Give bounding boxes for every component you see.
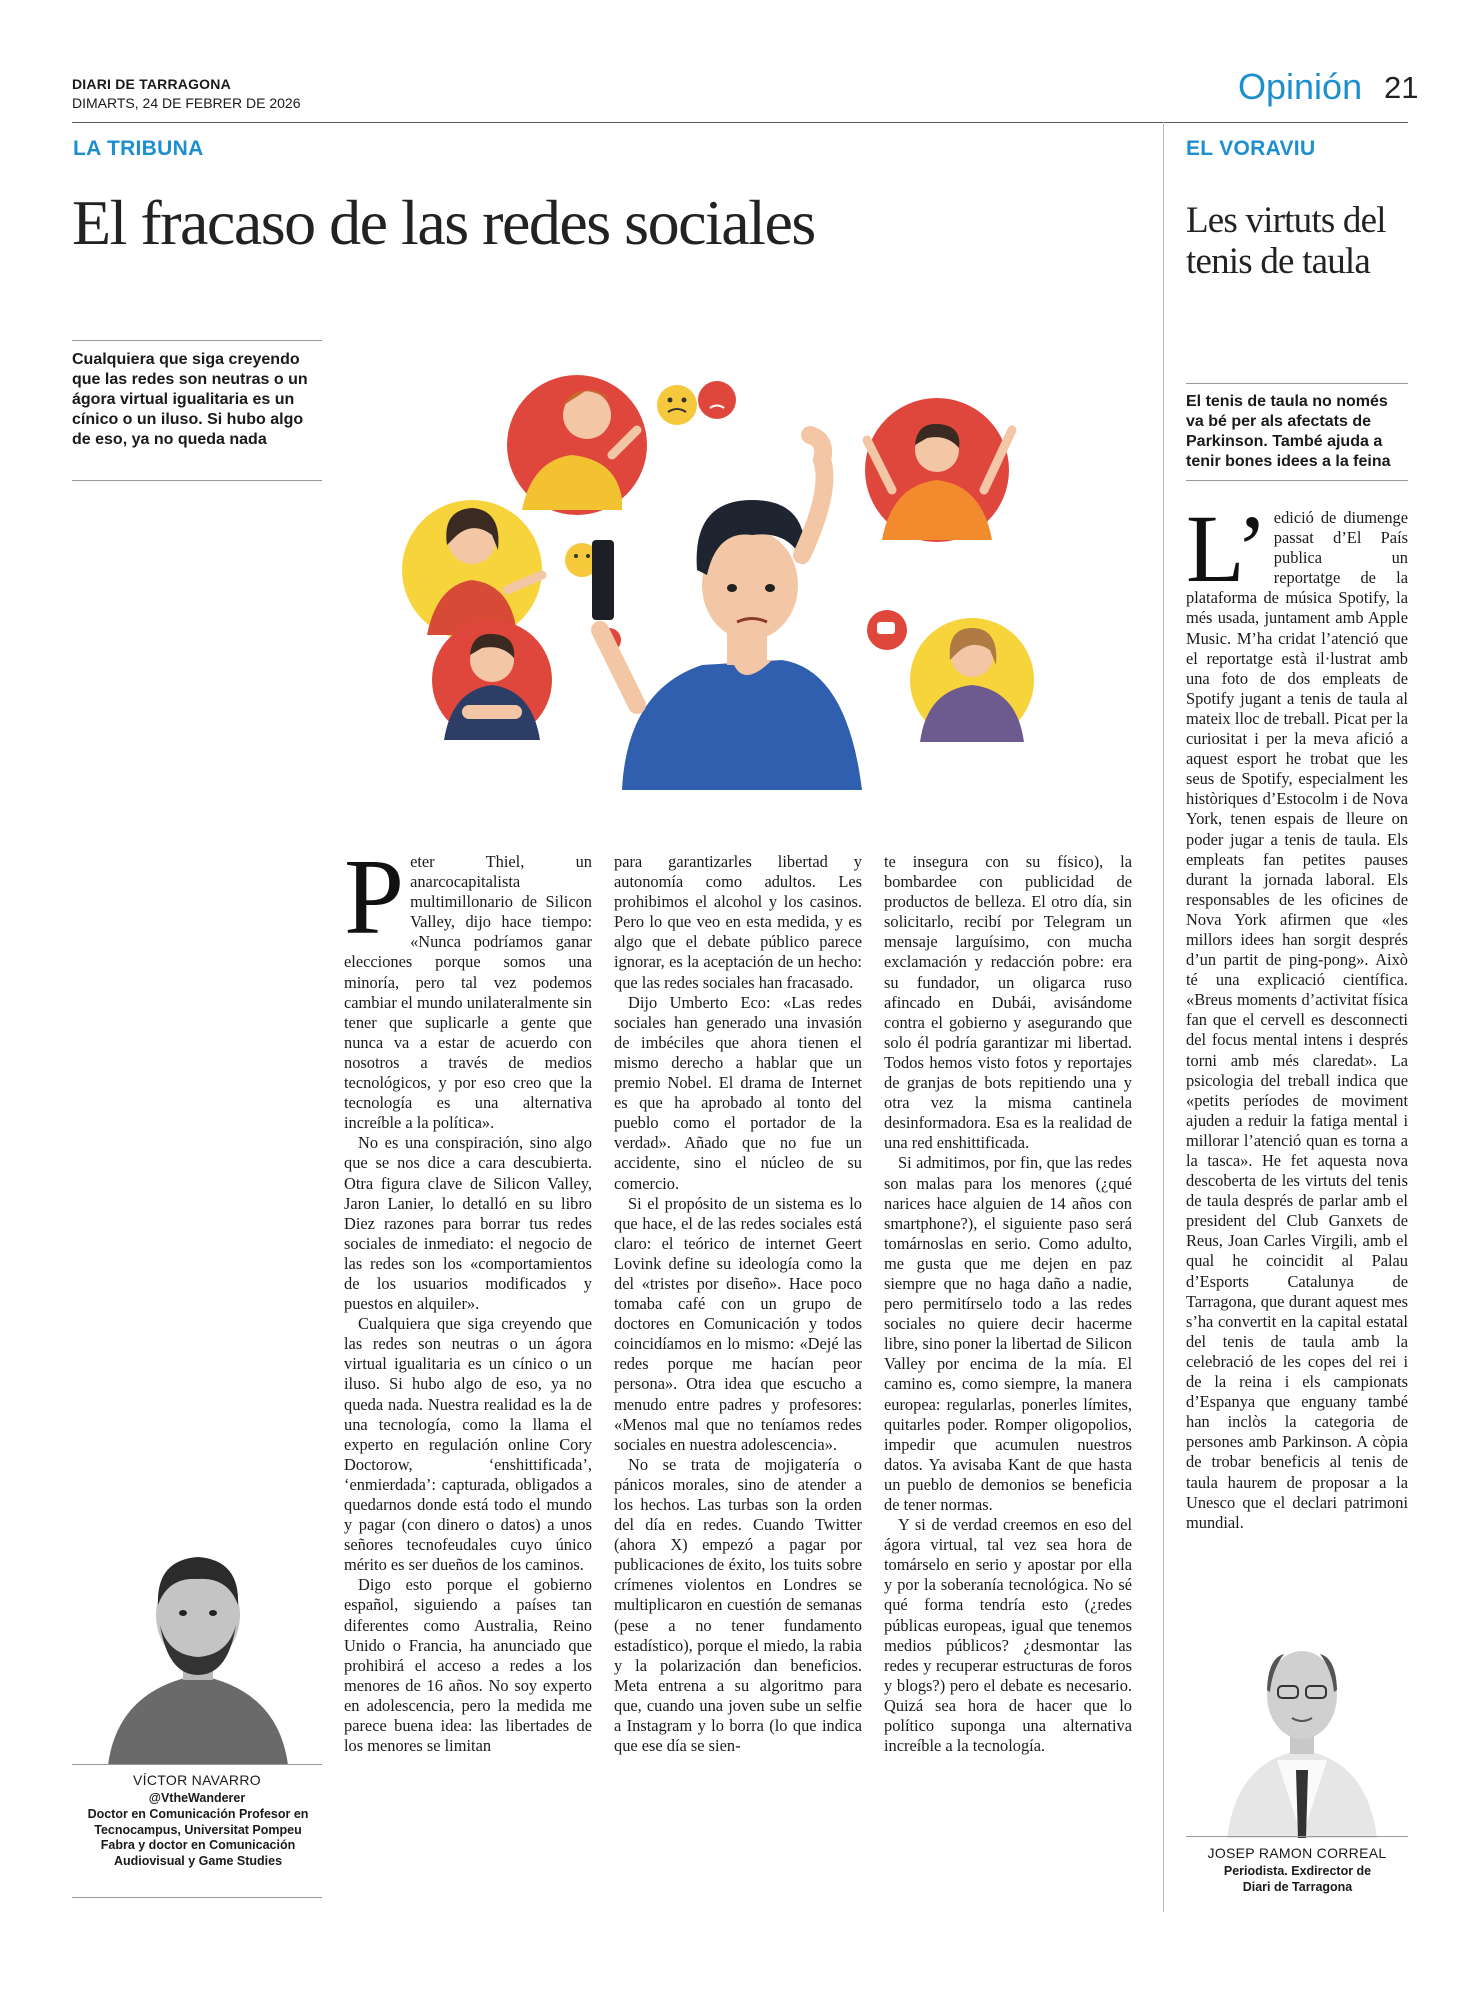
angry-emoji-icon xyxy=(657,385,697,425)
author-name: VÍCTOR NAVARRO xyxy=(133,1772,261,1788)
author-name: JOSEP RAMON CORREAL xyxy=(1207,1845,1387,1861)
tribuna-headline: El fracaso de las redes sociales xyxy=(72,187,815,258)
newspaper-name: DIARI DE TARRAGONA xyxy=(72,76,231,92)
paragraph: No es una conspiración, sino algo que se nos dice a cara descubierta. Otra figura clave de Silicon Valley, Jaron Lanier, lo detalló en su libro Diez razones para borrar tus redes sociales de inmediato: el negocio de las redes son los «comportamientos de los usuarios modificados y puestos en alquiler». xyxy=(344,1133,592,1314)
paragraph: Si admitimos, por fin, que las redes son malas para los menores (¿qué narices hace alguien de 14 años con smartphone?), el siguiente paso será tomárnoslas en serio. Como adulto, me gusta que me dejen en paz siempre que no haga daño a nadie, pero permitírselo todo a las redes sociales no quiere decir hacerme libre, sino poner la libertad de Silicon Valley por encima de la mía. El camino es, como siempre, la manera europea: regularlas, ponerles límites, quitarles poder. Romper oligopolios, impedir que acumulen nuestros datos. Ya avisaba Kant de que hasta un pueblo de demonios se beneficia de tener normas. xyxy=(884,1153,1132,1514)
paragraph: Cualquiera que siga creyendo que las redes son neutras o un ágora virtual igualitaria es un cínico o un iluso. Si hubo algo de eso, ya no queda nada. Nuestra realidad es la de una tecnología, como la llama el experto en regulación online Cory Doctorow, ‘enshittificada’, ‘enmierdada’: capturada, obligados a quedarnos donde está todo el mundo y pagar (con dinero o datos) a unos señores tecnofeudales cuyo único mérito es ser dueños de los caminos. xyxy=(344,1314,592,1575)
arms-crossed-man-figure xyxy=(432,620,552,740)
tribuna-column-3 xyxy=(884,852,1132,1756)
voraviu-lead: El tenis de taula no només va bé per als afectats de Parkinson. També ajuda a tenir bones idees a la feina xyxy=(1186,393,1391,470)
paragraph: Digo esto porque el gobierno español, siguiendo a países tan diferentes como Australia, Reino Unido o Francia, ha anunciado que prohibirá el acceso a redes a los menores de 16 años. No soy experto en adolescencia, pero la medida me parece buena idea: las libertades de los menores se limitan xyxy=(344,1575,592,1756)
header-rule xyxy=(72,122,1408,123)
author-rule xyxy=(1186,1836,1408,1837)
page-number: 21 xyxy=(1384,70,1419,105)
social-media-illustration xyxy=(372,360,1072,790)
author-rule xyxy=(72,1897,322,1898)
tribuna-lead: Cualquiera que siga creyendo que las redes son neutras o un ágora virtual igualitaria es un cínico o un iluso. Si hubo algo de eso, ya no queda nada xyxy=(72,351,308,448)
lead-rule-bottom xyxy=(1186,480,1408,481)
author-bio: Periodista. Exdirector de Diari de Tarragona xyxy=(1223,1864,1372,1894)
author-handle: @VtheWanderer xyxy=(148,1791,246,1805)
edition-date: DIMARTS, 24 DE FEBRER DE 2026 xyxy=(72,95,301,111)
paragraph: Dijo Umberto Eco: «Las redes sociales han generado una invasión de imbéciles que ahora tienen el mismo derecho a hablar que un premio Nobel. El drama de Internet es que ha aprobado al tonto del pueblo como el portador de la verdad». Añado que no fue un accidente, sino el núcleo de su comercio. xyxy=(614,992,862,1193)
paragraph: Si el propósito de un sistema es lo que hace, el de las redes sociales está claro: el teórico de internet Geert Lovink define su ideología como la del «tristes por diseño». Hace poco tomaba café con un grupo de doctores en Comunicación y todos coincidíamos en lo mismo: «Dejé las redes porque me hacían peor persona». Otra idea que escucho a menudo entre padres y profesores: «Menos mal que no teníamos redes sociales en nuestra adolescencia». xyxy=(614,1193,862,1454)
upset-woman-figure xyxy=(910,618,1034,742)
author-photo-josep-ramon-correal xyxy=(1222,1610,1382,1838)
paragraph: eter Thiel, un anarcocapitalista multimillonario de Silicon Valley, dijo hace tiempo: «Nunca podríamos ganar elecciones porque somos una minoría, pero tal vez podemos cambiar el mundo unilateralmente sin tener que suplicarle a gente que nunca va a estar de acuerdo con nosotros a través de medios tecnológicos, y por eso creo que la tecnología es una alternativa increíble a la política». xyxy=(344,852,592,1133)
lead-rule-top xyxy=(72,340,322,341)
voraviu-headline: Les virtuts del tenis de taula xyxy=(1186,200,1386,282)
tribuna-column-2 xyxy=(614,852,862,1756)
angry-man-figure xyxy=(507,375,647,515)
section-title: Opinión xyxy=(1238,66,1363,107)
lead-rule-top xyxy=(1186,383,1408,384)
paragraph: para garantizarles libertad y autonomía como adultos. Les prohibimos el alcohol y los casinos. Pero lo que veo en esta medida, y es algo que el debate público parece ignorar, es la aceptación de un hecho: que las redes sociales han fracasado. xyxy=(614,852,862,992)
author-photo-victor-navarro xyxy=(98,1525,298,1765)
lead-rule-bottom xyxy=(72,480,322,481)
fist-raising-man-figure xyxy=(865,398,1012,542)
column-divider xyxy=(1163,122,1164,1912)
shouting-woman-figure xyxy=(402,500,542,640)
paragraph: te insegura con su físico), la bombardee con publicidad de productos de belleza. El otro día, sin solicitarlo, recibí por Telegram un mensaje larguísimo, con mucha exclamación y redacción pobre: era su fundador, un oligarca ruso afincado en Dubái, avisándome contra el gobierno y asegurando que solo él podría garantizar mi libertad. Todos hemos visto fotos y reportajes de granjas de bots repitiendo una y otra vez la misma cantinela desinformadora. Esa es la realidad de una red enshittificada. xyxy=(884,852,1132,1153)
voraviu-column xyxy=(1186,495,1408,1533)
stressed-man-with-phone-figure xyxy=(592,435,862,790)
dropcap: P xyxy=(344,838,405,957)
angry-emoji-icon xyxy=(698,381,736,419)
dropcap: L’ xyxy=(1186,495,1268,602)
tribuna-column-1 xyxy=(344,838,592,1756)
author-bio: Doctor en Comunicación Profesor en Tecnocampus, Universitat Pompeu Fabra y doctor en Comunicación Audiovisual y Game Studies xyxy=(87,1807,309,1868)
paragraph: Y si de verdad creemos en eso del ágora virtual, tal vez sea hora de tomárselo en serio y apostar por ella y por la soberanía tecnológica. No sé qué forma tendría esto (¿redes públicas europeas, igual que tenemos medios públicos? ¿desmontar las redes y recuperar estructuras de foros y blogs?) pero el debate es necesario. Quizá sea hora de hacer que lo político suponga una alternativa increíble a la tecnología. xyxy=(884,1515,1132,1756)
paragraph: No se trata de mojigatería o pánicos morales, sino de atender a los hechos. Las turbas son la orden del día en redes. Cuando Twitter (ahora X) empezó a pagar por publicaciones de éxito, los tuits sobre crímenes violentos en Londres se multiplicaron en cuestión de semanas (pese a no tener fundamento estadístico), porque el miedo, la rabia y la polarización dan beneficios. Meta entrena a su algoritmo para que, cuando una joven sube un selfie a Instagram y lo borra (lo que indica que ese día se sien- xyxy=(614,1454,862,1756)
tribuna-kicker: LA TRIBUNA xyxy=(73,137,204,160)
voraviu-kicker: EL VORAVIU xyxy=(1186,137,1316,160)
author-rule xyxy=(72,1764,322,1765)
paragraph: edició de diumenge passat d’El País publica un reportatge de la plataforma de música Spotify, la més usada, juntament amb Apple Music. M’ha cridat l’atenció que el reportatge està il·lustrat amb una foto de dos empleats de Spotify jugant a tenis de taula al mateix lloc de treball. Picat per la curiositat i per la meva afició a aquest esport he trobat que les seus de Spotify, especialment les històriques d’Estocolm i de Nova York, tenen espais de lleure on poder jugar a tenis de taula. Els empleats fan petites pauses durant la jornada laboral. Els responsables de les oficines de Nova York afirmen que «les millors idees han sorgit després d’un partit de ping-pong». Això té una explicació científica. «Breus moments d’activitat física fan que el cervell es desconnecti del focus mental intens i després torni amb més claredat». La psicologia del treball indica que «petits períodes de moviment ajuden a reduir la fatiga mental i millorar l’atenció quan es torna a la tasca». He fet aquesta nova descoberta de les virtuts del tenis de taula després de parlar amb el president del Club Ganxets de Reus, Joan Carles Virgili, amb el qual he coincidit al Palau d’Esports Catalunya de Tarragona, que durant aquest mes s’ha convertit en la capital estatal del tenis de taula amb la celebració de les copes del rei i de la reina i els campionats d’Espanya que enguany també han inclòs la categoria de persones amb Parkinson. A còpia de trobar beneficis al tenis de taula haurem de proposar a la Unesco que el declari patrimoni mundial. xyxy=(1186,508,1408,1532)
